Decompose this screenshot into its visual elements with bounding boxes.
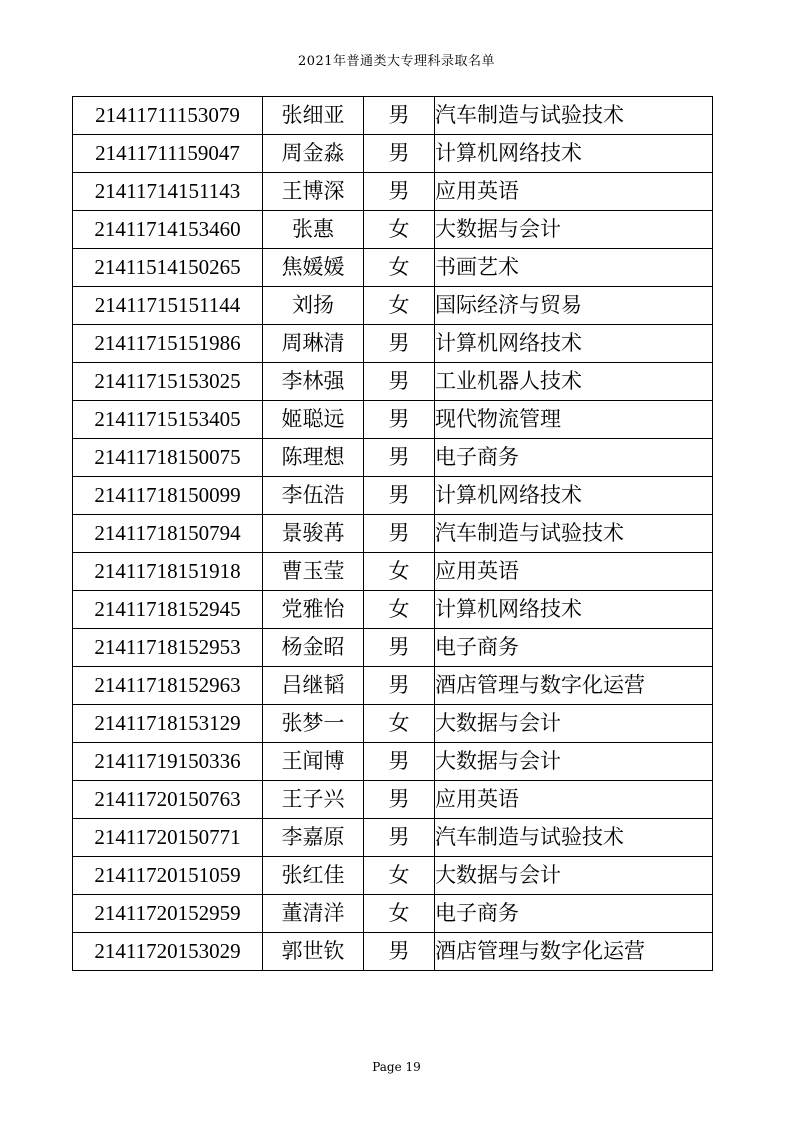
cell-major: 书画艺术 bbox=[435, 249, 713, 287]
cell-major: 计算机网络技术 bbox=[435, 325, 713, 363]
table-row bbox=[73, 211, 713, 249]
cell-student-id: 21411718151918 bbox=[73, 553, 263, 591]
table-row bbox=[73, 895, 713, 933]
table-row bbox=[73, 325, 713, 363]
cell-student-id: 21411720150763 bbox=[73, 781, 263, 819]
cell-student-id: 21411720153029 bbox=[73, 933, 263, 971]
cell-student-name: 张梦一 bbox=[263, 705, 364, 743]
cell-gender: 女 bbox=[364, 211, 435, 249]
cell-student-name: 李伍浩 bbox=[263, 477, 364, 515]
table-row bbox=[73, 135, 713, 173]
cell-major: 计算机网络技术 bbox=[435, 591, 713, 629]
cell-student-id: 21411719150336 bbox=[73, 743, 263, 781]
cell-major: 汽车制造与试验技术 bbox=[435, 97, 713, 135]
cell-student-name: 郭世钦 bbox=[263, 933, 364, 971]
cell-student-id: 21411714153460 bbox=[73, 211, 263, 249]
table-row bbox=[73, 401, 713, 439]
cell-major: 大数据与会计 bbox=[435, 743, 713, 781]
cell-student-id: 21411514150265 bbox=[73, 249, 263, 287]
page-number: Page 19 bbox=[372, 1060, 421, 1074]
table-row bbox=[73, 97, 713, 135]
cell-student-name: 景骏苒 bbox=[263, 515, 364, 553]
cell-gender: 女 bbox=[364, 553, 435, 591]
cell-major: 国际经济与贸易 bbox=[435, 287, 713, 325]
admission-table-body bbox=[73, 97, 713, 971]
cell-gender: 男 bbox=[364, 439, 435, 477]
cell-major: 应用英语 bbox=[435, 553, 713, 591]
table-row bbox=[73, 629, 713, 667]
cell-gender: 男 bbox=[364, 743, 435, 781]
page-title: 2021年普通类大专理科录取名单 bbox=[297, 54, 496, 69]
cell-major: 大数据与会计 bbox=[435, 211, 713, 249]
cell-student-id: 21411711153079 bbox=[73, 97, 263, 135]
cell-student-id: 21411715153025 bbox=[73, 363, 263, 401]
cell-student-name: 吕继韬 bbox=[263, 667, 364, 705]
cell-student-id: 21411720150771 bbox=[73, 819, 263, 857]
cell-gender: 男 bbox=[364, 781, 435, 819]
table-row bbox=[73, 591, 713, 629]
cell-major: 大数据与会计 bbox=[435, 857, 713, 895]
cell-major: 汽车制造与试验技术 bbox=[435, 515, 713, 553]
cell-major: 应用英语 bbox=[435, 781, 713, 819]
cell-student-name: 王博深 bbox=[263, 173, 364, 211]
table-row bbox=[73, 857, 713, 895]
table-row bbox=[73, 287, 713, 325]
cell-student-name: 王子兴 bbox=[263, 781, 364, 819]
cell-gender: 男 bbox=[364, 97, 435, 135]
admission-table bbox=[72, 96, 713, 971]
cell-student-id: 21411718152963 bbox=[73, 667, 263, 705]
cell-student-name: 杨金昭 bbox=[263, 629, 364, 667]
cell-gender: 男 bbox=[364, 173, 435, 211]
cell-major: 应用英语 bbox=[435, 173, 713, 211]
cell-gender: 男 bbox=[364, 325, 435, 363]
table-row bbox=[73, 705, 713, 743]
cell-student-id: 21411718152953 bbox=[73, 629, 263, 667]
cell-gender: 男 bbox=[364, 515, 435, 553]
cell-student-id: 21411720151059 bbox=[73, 857, 263, 895]
cell-gender: 女 bbox=[364, 249, 435, 287]
cell-gender: 男 bbox=[364, 135, 435, 173]
cell-student-id: 21411714151143 bbox=[73, 173, 263, 211]
cell-gender: 男 bbox=[364, 629, 435, 667]
table-row bbox=[73, 933, 713, 971]
table-row bbox=[73, 515, 713, 553]
cell-student-name: 刘扬 bbox=[263, 287, 364, 325]
cell-student-id: 21411720152959 bbox=[73, 895, 263, 933]
table-row bbox=[73, 249, 713, 287]
cell-major: 计算机网络技术 bbox=[435, 477, 713, 515]
cell-gender: 男 bbox=[364, 401, 435, 439]
cell-major: 电子商务 bbox=[435, 439, 713, 477]
table-row bbox=[73, 439, 713, 477]
cell-gender: 女 bbox=[364, 857, 435, 895]
cell-student-id: 21411715151144 bbox=[73, 287, 263, 325]
cell-student-id: 21411711159047 bbox=[73, 135, 263, 173]
cell-student-name: 曹玉莹 bbox=[263, 553, 364, 591]
cell-student-name: 周金淼 bbox=[263, 135, 364, 173]
cell-student-name: 陈理想 bbox=[263, 439, 364, 477]
table-row bbox=[73, 781, 713, 819]
cell-gender: 女 bbox=[364, 591, 435, 629]
cell-major: 酒店管理与数字化运营 bbox=[435, 667, 713, 705]
cell-gender: 男 bbox=[364, 819, 435, 857]
table-row bbox=[73, 743, 713, 781]
cell-gender: 女 bbox=[364, 705, 435, 743]
cell-gender: 男 bbox=[364, 363, 435, 401]
cell-student-id: 21411718150794 bbox=[73, 515, 263, 553]
cell-gender: 男 bbox=[364, 477, 435, 515]
cell-student-name: 董清洋 bbox=[263, 895, 364, 933]
cell-gender: 男 bbox=[364, 667, 435, 705]
cell-student-name: 焦媛媛 bbox=[263, 249, 364, 287]
cell-student-name: 李嘉原 bbox=[263, 819, 364, 857]
cell-student-id: 21411715153405 bbox=[73, 401, 263, 439]
cell-gender: 男 bbox=[364, 933, 435, 971]
table-row bbox=[73, 667, 713, 705]
cell-major: 酒店管理与数字化运营 bbox=[435, 933, 713, 971]
table-row bbox=[73, 477, 713, 515]
cell-student-id: 21411715151986 bbox=[73, 325, 263, 363]
cell-student-id: 21411718150075 bbox=[73, 439, 263, 477]
cell-major: 工业机器人技术 bbox=[435, 363, 713, 401]
table-row bbox=[73, 173, 713, 211]
cell-major: 汽车制造与试验技术 bbox=[435, 819, 713, 857]
cell-major: 电子商务 bbox=[435, 629, 713, 667]
cell-major: 电子商务 bbox=[435, 895, 713, 933]
cell-major: 计算机网络技术 bbox=[435, 135, 713, 173]
cell-student-name: 姬聪远 bbox=[263, 401, 364, 439]
cell-student-name: 张惠 bbox=[263, 211, 364, 249]
cell-gender: 女 bbox=[364, 287, 435, 325]
cell-student-name: 党雅怡 bbox=[263, 591, 364, 629]
cell-student-name: 李林强 bbox=[263, 363, 364, 401]
cell-student-id: 21411718152945 bbox=[73, 591, 263, 629]
cell-major: 大数据与会计 bbox=[435, 705, 713, 743]
cell-student-name: 张红佳 bbox=[263, 857, 364, 895]
cell-student-name: 周琳清 bbox=[263, 325, 364, 363]
cell-gender: 女 bbox=[364, 895, 435, 933]
cell-major: 现代物流管理 bbox=[435, 401, 713, 439]
table-row bbox=[73, 363, 713, 401]
cell-student-id: 21411718153129 bbox=[73, 705, 263, 743]
table-row bbox=[73, 819, 713, 857]
cell-student-name: 张细亚 bbox=[263, 97, 364, 135]
table-row bbox=[73, 553, 713, 591]
cell-student-name: 王闻博 bbox=[263, 743, 364, 781]
cell-student-id: 21411718150099 bbox=[73, 477, 263, 515]
